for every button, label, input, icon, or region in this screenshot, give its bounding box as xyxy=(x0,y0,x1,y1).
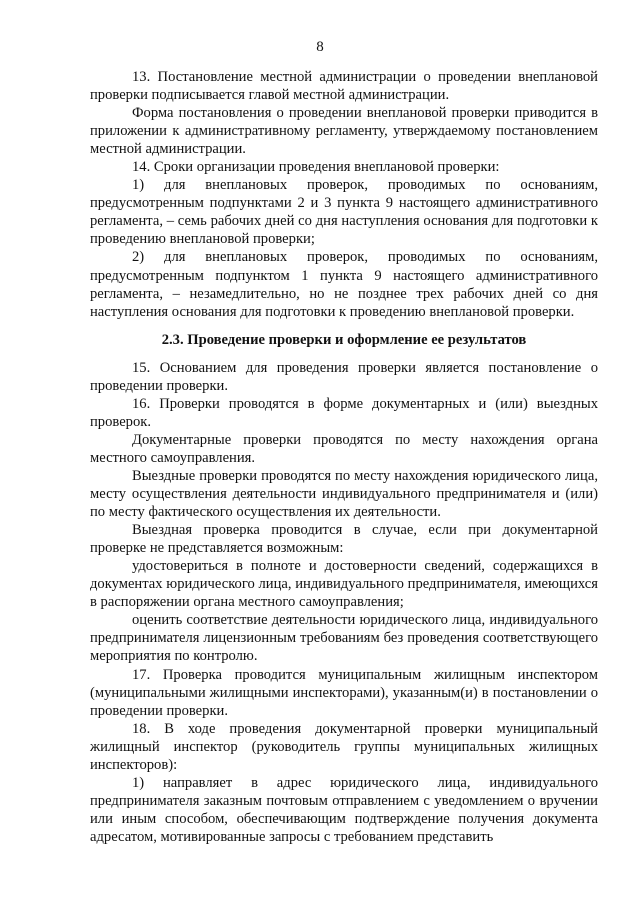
paragraph-13-signing: 13. Постановление местной администрации о проведении внеплановой проверки подписывается главой местной администрации. xyxy=(90,69,598,104)
paragraph-15-basis: 15. Основанием для проведения проверки является постановление о проведении проверки. xyxy=(90,359,598,394)
document-body xyxy=(90,68,598,846)
paragraph-documentary-location: Документарные проверки проводятся по месту нахождения органа местного самоуправления. xyxy=(90,431,598,466)
paragraph-condition-assess: оценить соответствие деятельности юридического лица, индивидуального предпринимателя лицензионным требованиям без проведения соответствующего мероприятия по контролю. xyxy=(90,612,598,665)
paragraph-14-item-2: 2) для внеплановых проверок, проводимых по основаниям, предусмотренным подпунктом 1 пункта 9 настоящего административного регламента, – незамедлительно, но не позднее трех рабочих дней со дня наступления основания для подготовки к проведению внеплановой проверки. xyxy=(90,249,598,320)
paragraph-17-inspector: 17. Проверка проводится муниципальным жилищным инспектором (муниципальными жилищными инспекторами), указанным(и) в постановлении о проведении проверки. xyxy=(90,666,598,719)
paragraph-condition-verify: удостовериться в полноте и достоверности сведений, содержащихся в документах юридического лица, индивидуального предпринимателя, имеющихся в распоряжении органа местного самоуправления; xyxy=(90,558,598,611)
paragraph-form-appendix: Форма постановления о проведении внеплановой проверки приводится в приложении к административному регламенту, утверждаемому постановлением местной администрации. xyxy=(90,105,598,158)
paragraph-onsite-conditions: Выездная проверка проводится в случае, если при документарной проверке не представляется возможным: xyxy=(90,522,598,557)
paragraph-14-deadlines: 14. Сроки организации проведения внеплановой проверки: xyxy=(132,159,500,176)
paragraph-18-item-1: 1) направляет в адрес юридического лица, индивидуального предпринимателя заказным почтовым отправлением с уведомлением о вручении или иным способом, обеспечивающим подтверждение получения документа адресатом, мотивированные запросы с требованием представить xyxy=(90,774,598,845)
paragraph-18-documentary: 18. В ходе проведения документарной проверки муниципальный жилищный инспектор (руководитель группы муниципальных жилищных инспекторов): xyxy=(90,720,598,773)
paragraph-onsite-location: Выездные проверки проводятся по месту нахождения юридического лица, месту осуществления деятельности индивидуального предпринимателя и (или) по месту фактического осуществления их деятельности. xyxy=(90,467,598,521)
page-number: 8 xyxy=(316,39,324,55)
paragraph-14-item-1: 1) для внеплановых проверок, проводимых по основаниям, предусмотренным подпунктами 2 и 3 пункта 9 настоящего административного регламента, – семь рабочих дней со дня наступления основания для подготовки к проведению внеплановой проверки; xyxy=(90,177,598,248)
section-heading: 2.3. Проведение проверки и оформление ее результатов xyxy=(161,331,527,348)
paragraph-16-forms: 16. Проверки проводятся в форме документарных и (или) выездных проверок. xyxy=(90,395,598,430)
